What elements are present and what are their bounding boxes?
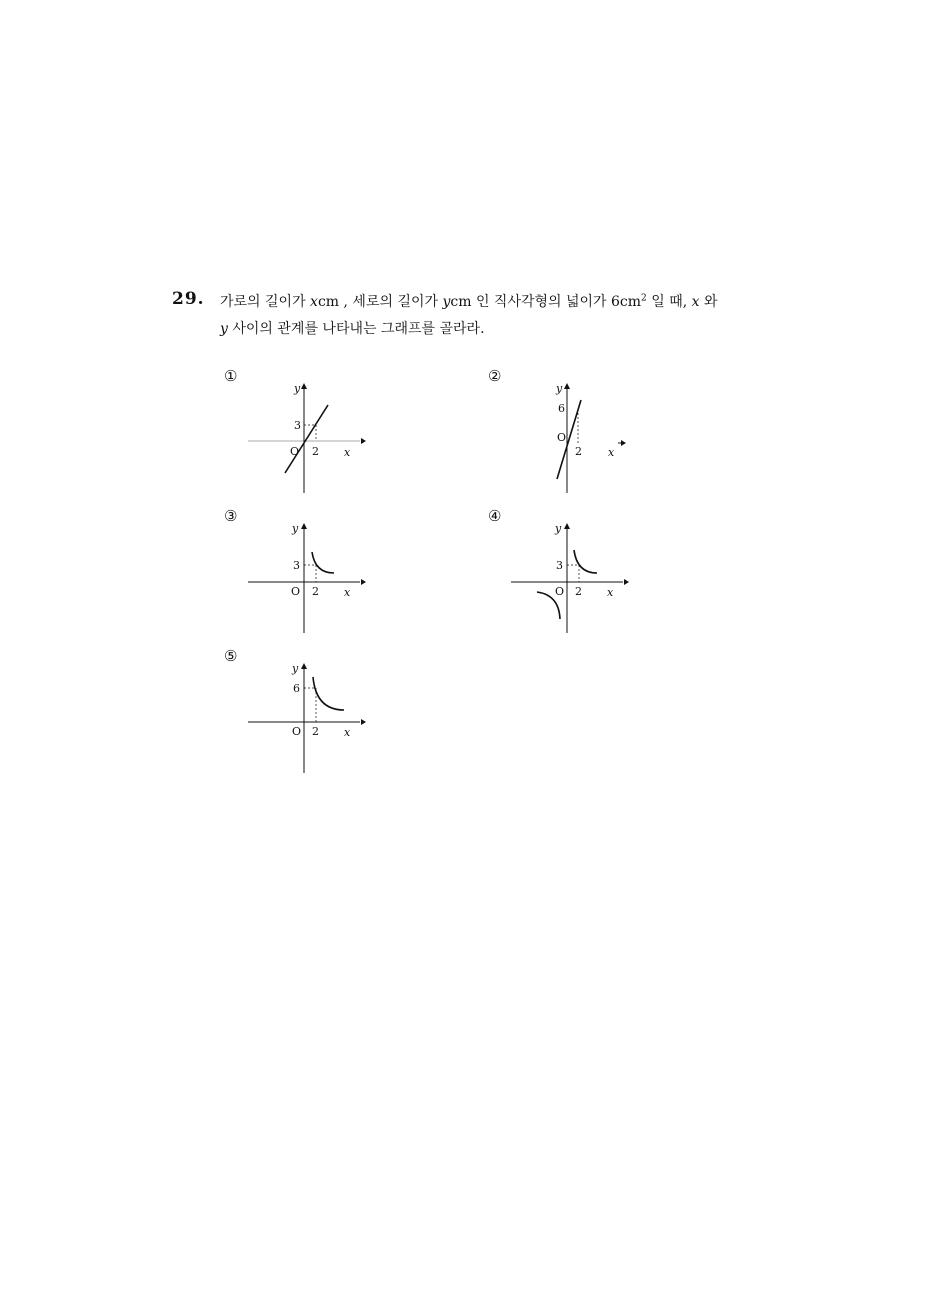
question-text-line-2: y 사이의 관계를 나타내는 그래프를 골라라. [220, 321, 485, 337]
y-tick-label: 6 [558, 402, 565, 415]
choice-2-label[interactable]: ② [488, 367, 502, 385]
x-axis-arrow [624, 579, 629, 585]
x-tick-label: 2 [575, 585, 582, 598]
y-tick-label: 3 [556, 559, 563, 572]
y-axis-label: y [555, 522, 562, 535]
question-number: 29. [172, 289, 205, 309]
choice-4-label[interactable]: ④ [488, 507, 502, 525]
choice-1-label[interactable]: ① [224, 367, 238, 385]
choice-4-graph [503, 515, 633, 640]
y-axis-label: y [294, 382, 301, 395]
x-tick-label: 2 [312, 445, 319, 458]
x-axis-arrow [621, 440, 626, 446]
question-text-line-1: 가로의 길이가 xcm , 세로의 길이가 ycm 인 직사각형의 넓이가 $6cm^2$ 일 때, x 와 [220, 293, 718, 310]
y-axis-arrow [301, 523, 307, 529]
origin-label: O [291, 585, 301, 598]
origin-label: O [555, 585, 565, 598]
x-axis-label: x [344, 726, 351, 739]
origin-label: O [292, 725, 302, 738]
x-axis-label: x [607, 586, 614, 599]
x-axis-label: x [608, 446, 615, 459]
y-tick-label: 3 [294, 419, 301, 432]
y-axis-label: y [292, 522, 299, 535]
y-axis-label: y [292, 662, 299, 675]
choice-5-graph [240, 655, 370, 780]
y-tick-label: 6 [293, 682, 300, 695]
y-tick-label: 3 [293, 559, 300, 572]
x-axis-arrow [361, 719, 366, 725]
origin-label: O [557, 431, 567, 444]
graph-curve [313, 677, 344, 710]
x-tick-label: 2 [312, 725, 319, 738]
y-axis-arrow [301, 383, 307, 389]
x-axis-label: x [344, 586, 351, 599]
graph-curve [312, 552, 334, 573]
graph-curve-upper [574, 550, 597, 573]
x-axis-arrow [361, 579, 366, 585]
choice-5-label[interactable]: ⑤ [224, 647, 238, 665]
x-axis-label: x [344, 446, 351, 459]
choice-1-graph [240, 375, 370, 500]
origin-label: O [290, 445, 300, 458]
y-axis-arrow [564, 383, 570, 389]
choice-2-graph [540, 375, 640, 500]
choice-3-graph [240, 515, 370, 640]
choice-3-label[interactable]: ③ [224, 507, 238, 525]
y-axis-label: y [556, 382, 563, 395]
x-tick-label: 2 [312, 585, 319, 598]
y-axis-arrow [564, 523, 570, 529]
x-tick-label: 2 [575, 445, 582, 458]
graph-line [285, 405, 328, 473]
x-axis-arrow [361, 438, 366, 444]
y-axis-arrow [301, 663, 307, 669]
